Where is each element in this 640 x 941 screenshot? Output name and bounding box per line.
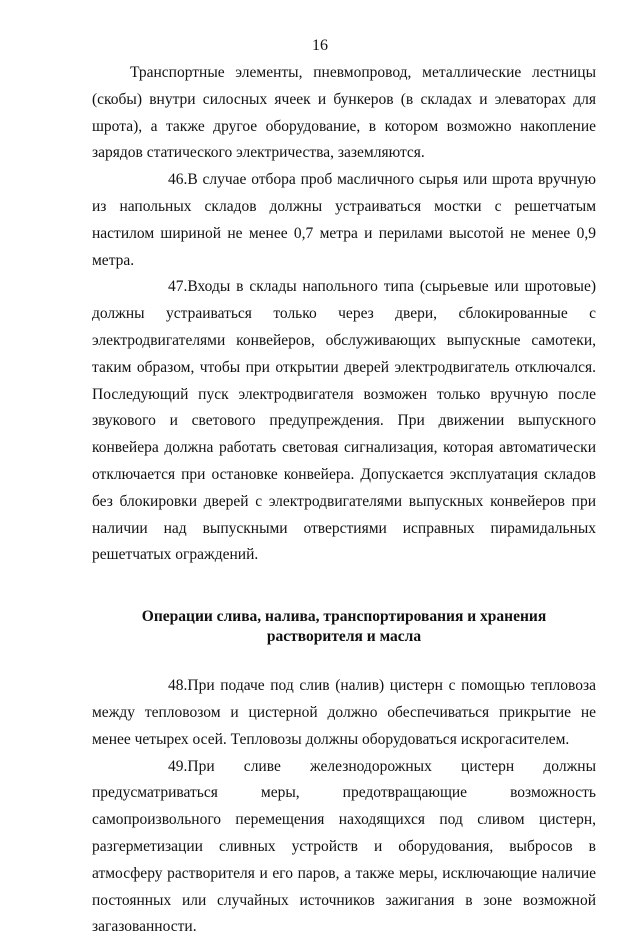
- section-heading-line-2: растворителя и масла: [266, 628, 422, 646]
- paragraph-number: 46.: [168, 171, 188, 189]
- page-number: 16: [312, 37, 328, 54]
- section-heading-line-1: Операции слива, налива, транспортирования и хранения: [141, 608, 547, 626]
- paragraph-text: Входы в склады напольного типа (сырьевые или шротовые) должны устраиваться только через двери, сблокированные с электродвигателями конвейеров, обслуживающих выпускные самотеки, таким образом, чтобы при открытии дверей электродвигатель отключался. Последующий пуск электродвигателя возможен только вручную после звукового и светового предупреждения. При движении выпускного конвейера должна работать световая сигнализация, которая автоматически отключается при остановке конвейера. Допускается эксплуатация складов без блокировки дверей с электродвигателями выпускных конвейеров при наличии над выпускными отверстиями исправных пирамидальных решетчатых ограждений.: [92, 278, 596, 564]
- section-heading: [92, 607, 596, 647]
- paragraph-46: [92, 167, 596, 274]
- paragraph-text: При сливе железнодорожных цистерн должны предусматриваться меры, предотвращающие возможность самопроизвольного перемещения находящихся под сливом цистерн, разгерметизации сливных устройств и оборудования, выбросов в атмосферу растворителя и его паров, а также меры, исключающие наличие постоянных или случайных источников зажигания в зоне возможной загазованности.: [92, 757, 596, 936]
- paragraph-text: При подаче под слив (налив) цистерн с помощью тепловоза между тепловозом и цистерной должно обеспечиваться прикрытие не менее четырех осей. Тепловозы должны оборудоваться искрогасителем.: [92, 677, 596, 748]
- paragraph-text: Транспортные элементы, пневмопровод, металлические лестницы (скобы) внутри силосных ячеек и бункеров (в складах и элеваторах для шрота), а также другое оборудование, в котором возможно накопление зарядов статического электричества, заземляются.: [92, 64, 596, 162]
- paragraph-47: [92, 274, 596, 569]
- paragraph-49: [92, 754, 596, 941]
- paragraph-number: 48.: [168, 677, 188, 695]
- paragraph-48: [92, 673, 596, 753]
- paragraph-transport-elements: [92, 60, 596, 167]
- paragraph-number: 47.: [168, 278, 188, 296]
- paragraph-text: В случае отбора проб масличного сырья или шрота вручную из напольных складов должны устраиваться мостки с решетчатым настилом шириной не менее 0,7 метра и перилами высотой не менее 0,9 метра.: [92, 171, 596, 269]
- paragraph-number: 49.: [168, 757, 188, 775]
- document-body: [92, 60, 596, 941]
